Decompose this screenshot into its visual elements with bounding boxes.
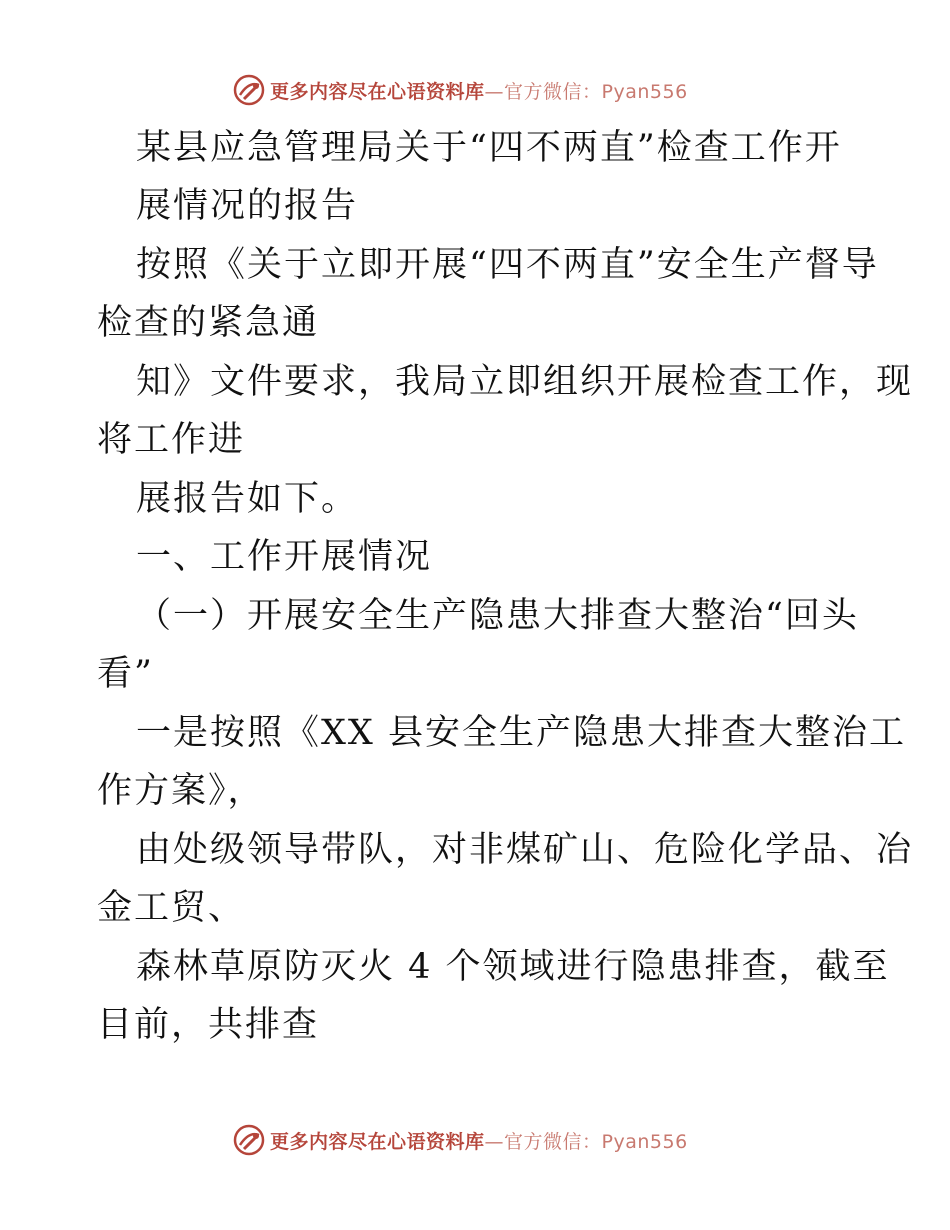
document-title-line-1: 某县应急管理局关于“四不两直”检查工作开 bbox=[136, 128, 842, 168]
paragraph-line: 金工贸、 bbox=[97, 888, 246, 928]
paragraph-line: 目前，共排查 bbox=[97, 1005, 320, 1045]
watermark-text: 更多内容尽在心语资料库—官方微信：Pyan556 bbox=[270, 1130, 688, 1153]
paragraph-line: 作方案》， bbox=[97, 771, 265, 811]
subsection-heading: （一）开展安全生产隐患大排查大整治“回头 bbox=[136, 596, 859, 636]
paragraph-line: 一是按照《XX 县安全生产隐患大排查大整治工 bbox=[136, 713, 906, 753]
header-watermark bbox=[232, 72, 688, 108]
paragraph-line: 检查的紧急通 bbox=[97, 303, 320, 343]
footer-watermark bbox=[232, 1122, 688, 1158]
paragraph-line: 按照《关于立即开展“四不两直”安全生产督导 bbox=[136, 245, 879, 285]
brand-logo-icon bbox=[232, 73, 266, 107]
paragraph-line: 展报告如下。 bbox=[136, 479, 359, 519]
brand-logo-icon bbox=[232, 1123, 266, 1157]
document-title-line-2: 展情况的报告 bbox=[136, 186, 359, 226]
paragraph-line: 将工作进 bbox=[97, 420, 246, 460]
subsection-heading-cont: 看” bbox=[97, 654, 154, 694]
paragraph-line: 知》文件要求，我局立即组织开展检查工作，现 bbox=[136, 362, 914, 402]
section-heading: 一、工作开展情况 bbox=[136, 537, 433, 577]
paragraph-line: 森林草原防灭火 4 个领域进行隐患排查，截至 bbox=[136, 947, 890, 987]
paragraph-line: 由处级领导带队，对非煤矿山、危险化学品、冶 bbox=[136, 830, 914, 870]
watermark-text: 更多内容尽在心语资料库—官方微信：Pyan556 bbox=[270, 80, 688, 103]
